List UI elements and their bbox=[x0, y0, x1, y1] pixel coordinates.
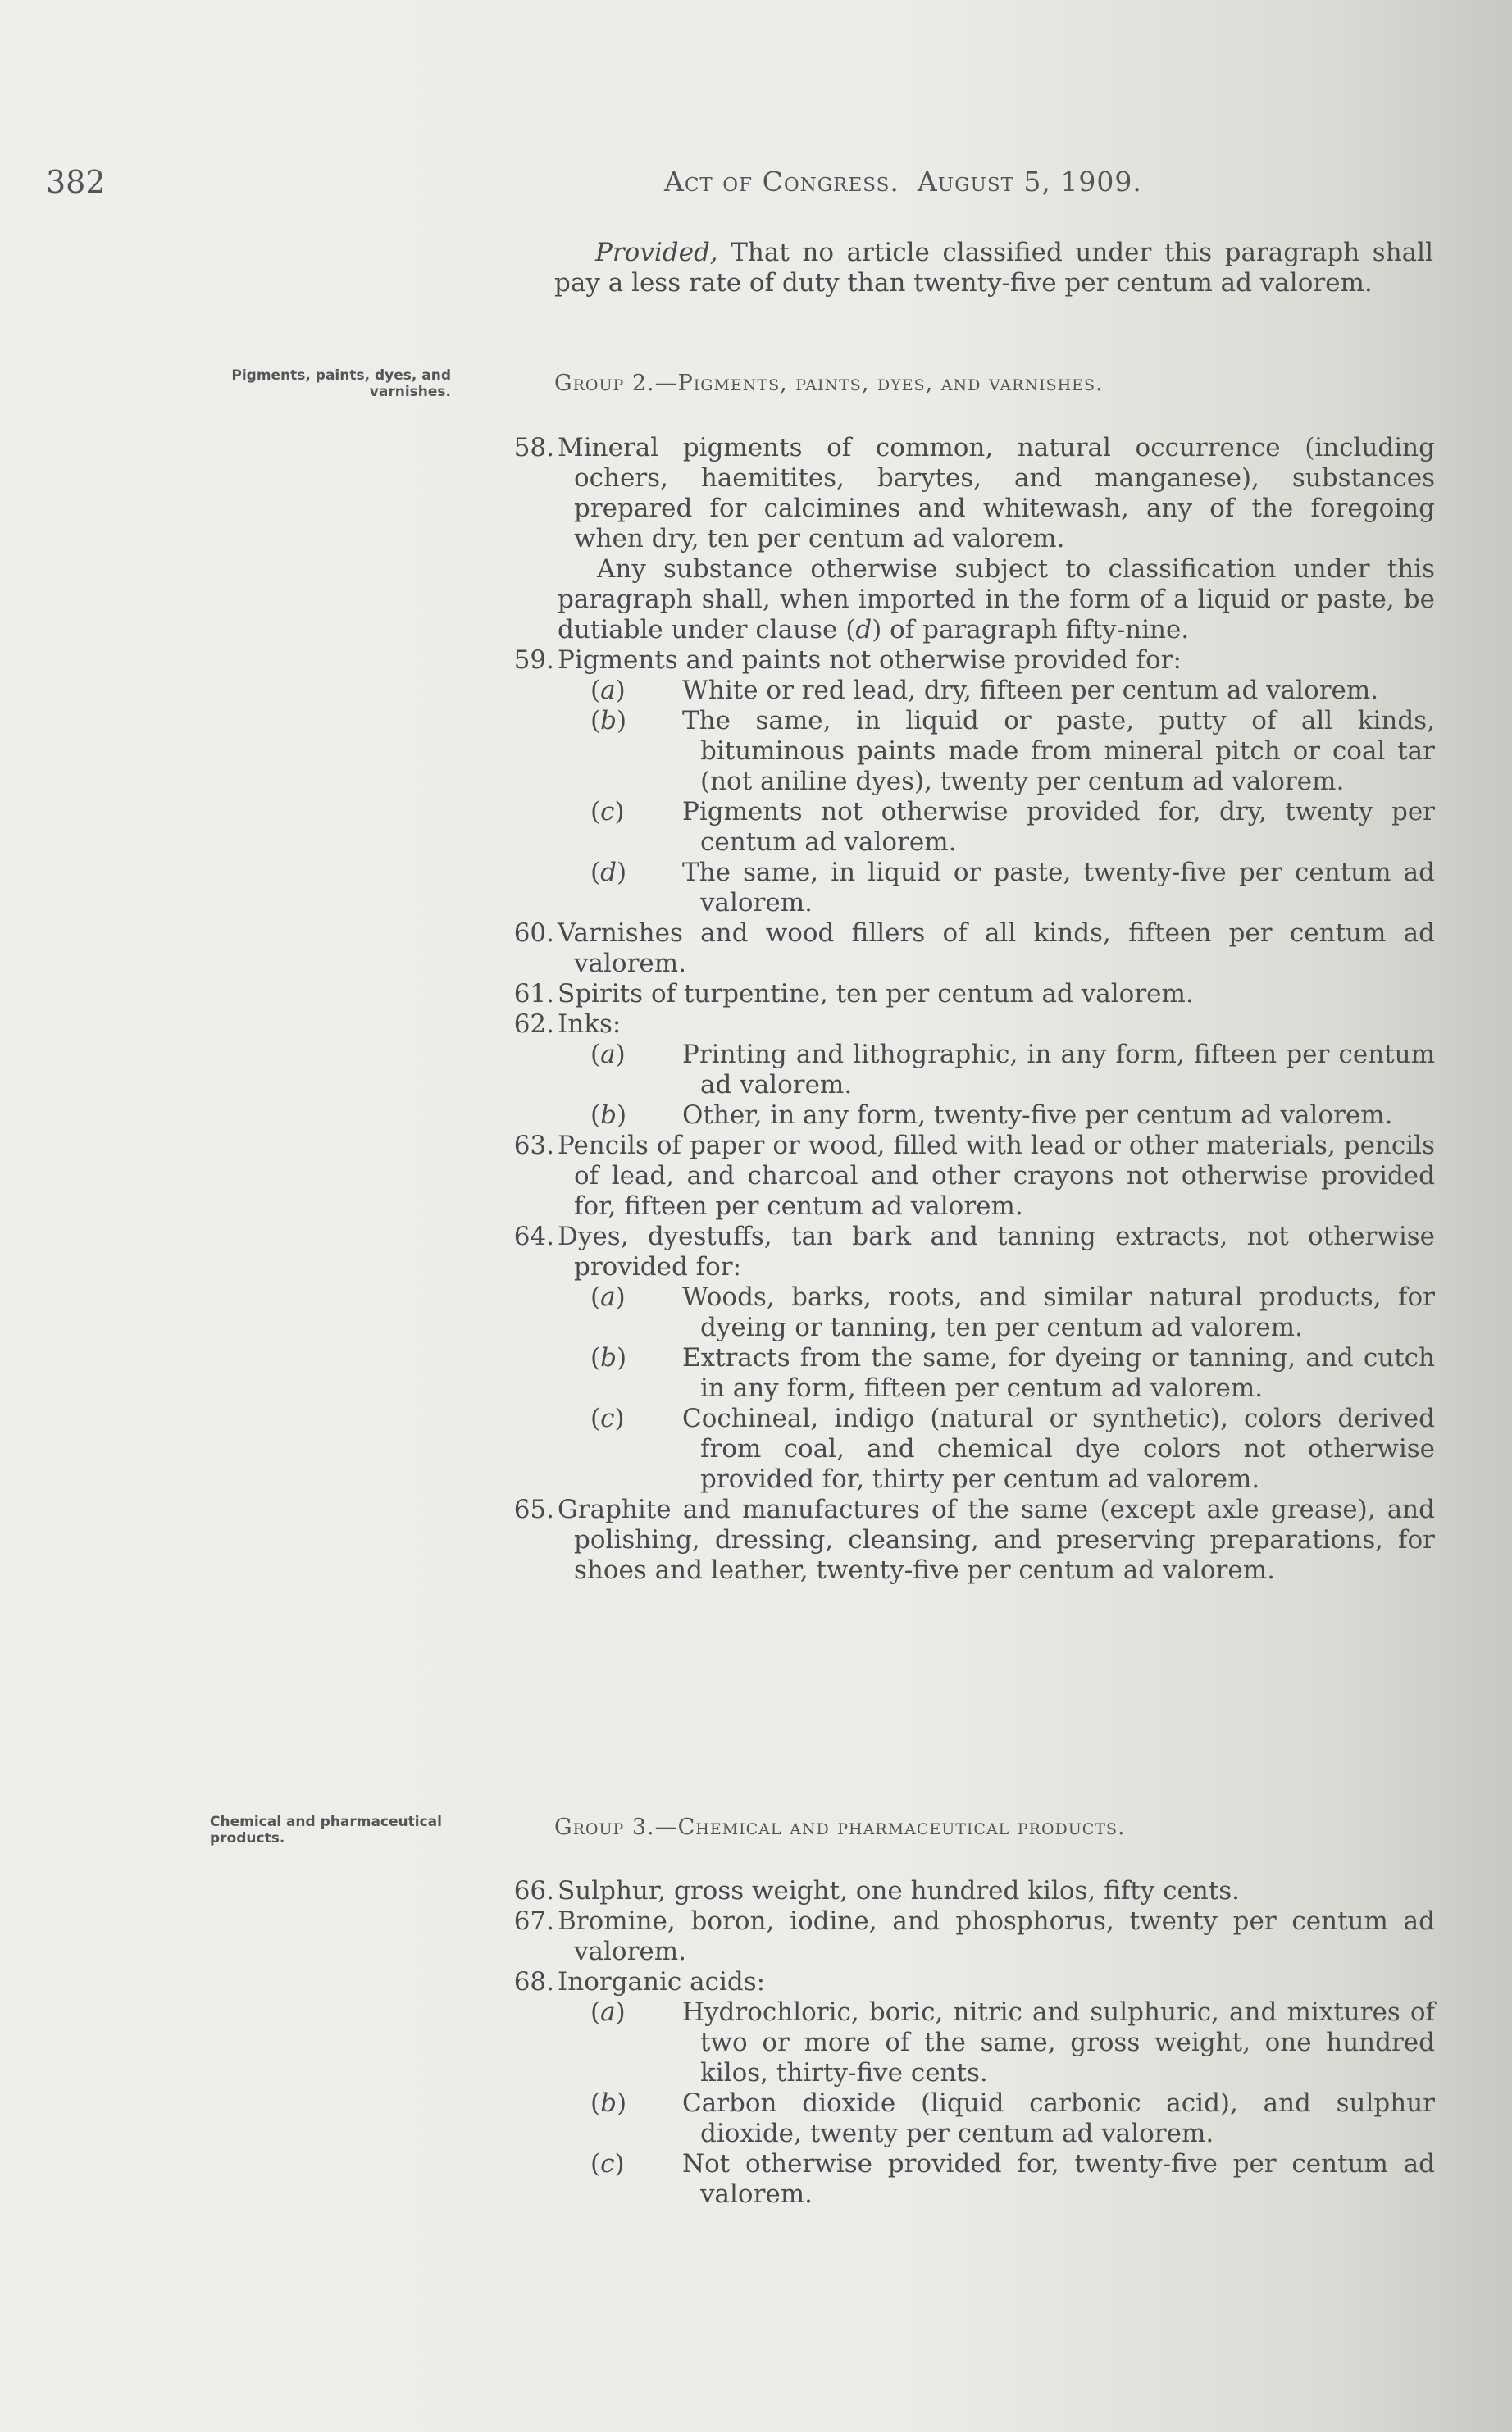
paragraph-text: Sulphur, gross weight, one hundred kilos, fifty cents. bbox=[558, 1876, 1240, 1906]
paragraph-text: Mineral pigments of common, natural occurrence (including ochers, haemitites, barytes, and manganese), substances prepared for calcimines and whitewash, any of the foregoing when dry, ten per centum ad valorem. bbox=[558, 433, 1435, 553]
running-head bbox=[664, 166, 1142, 198]
running-title: Act of Congress. bbox=[664, 166, 899, 198]
paragraph-62 bbox=[459, 1009, 1435, 1040]
paragraph-text: Pencils of paper or wood, filled with lead or other materials, pencils of lead, and charcoal and other crayons not otherwise provided for, fifteen per centum ad valorem. bbox=[558, 1131, 1435, 1221]
clause-64-c: (c) Cochineal, indigo (natural or synthetic), colors derived from coal, and chemical dye colors not otherwise provided for, thirty per centum ad valorem. bbox=[590, 1404, 1435, 1494]
paragraph-number: 62. bbox=[513, 1009, 554, 1039]
page-number: 382 bbox=[46, 164, 106, 200]
paragraph-number: 64. bbox=[513, 1222, 554, 1251]
paragraph-text: Inorganic acids: bbox=[558, 1967, 766, 1997]
paragraph-61 bbox=[459, 979, 1435, 1009]
paragraph-number: 66. bbox=[513, 1876, 554, 1906]
paragraph-number: 63. bbox=[513, 1131, 554, 1160]
paragraph-text: Dyes, dyestuffs, tan bark and tanning extracts, not otherwise provided for: bbox=[558, 1222, 1435, 1282]
paragraph-text: Varnishes and wood fillers of all kinds, fifteen per centum ad valorem. bbox=[558, 918, 1435, 978]
paragraph-64 bbox=[459, 1222, 1435, 1282]
running-date: August 5, 1909. bbox=[917, 166, 1142, 198]
proviso-text: That no article classified under this paragraph shall pay a less rate of duty than twenty-five per centum ad valorem. bbox=[554, 238, 1433, 298]
paragraph-59 bbox=[459, 645, 1435, 676]
clause-59-a: (a) White or red lead, dry, fifteen per centum ad valorem. bbox=[590, 676, 1379, 705]
clause-reference: d bbox=[855, 615, 872, 644]
paragraph-text: Graphite and manufactures of the same (except axle grease), and polishing, dressing, cleansing, and preserving preparations, for shoes and leather, twenty-five per centum ad valorem. bbox=[558, 1495, 1435, 1585]
paragraph-text: Pigments and paints not otherwise provided for: bbox=[558, 645, 1182, 675]
paragraph-number: 59. bbox=[513, 645, 554, 675]
paragraph-text: Bromine, boron, iodine, and phosphorus, twenty per centum ad valorem. bbox=[558, 1906, 1435, 1966]
side-note-chemical: Chemical and pharmaceutical products. bbox=[210, 1814, 442, 1847]
clause-64-a: (a) Woods, barks, roots, and similar natural products, for dyeing or tanning, ten per centum ad valorem. bbox=[590, 1282, 1435, 1342]
paragraph-66 bbox=[459, 1876, 1435, 1906]
proviso-lead: Provided, bbox=[595, 238, 718, 267]
paragraph-58 bbox=[459, 433, 1435, 554]
paragraph-number: 61. bbox=[513, 979, 554, 1009]
paragraph-number: 58. bbox=[513, 433, 554, 462]
clause-59-b: (b) The same, in liquid or paste, putty of all kinds, bituminous paints made from mineral pitch or coal tar (not aniline dyes), twenty per centum ad valorem. bbox=[590, 706, 1435, 796]
group-2-section bbox=[459, 433, 1435, 1586]
paragraph-number: 65. bbox=[513, 1495, 554, 1524]
clause-68-b: (b) Carbon dioxide (liquid carbonic acid), and sulphur dioxide, twenty per centum ad valorem. bbox=[590, 2088, 1435, 2148]
paragraph-67 bbox=[459, 1906, 1435, 1967]
clause-64-b: (b) Extracts from the same, for dyeing or tanning, and cutch in any form, fifteen per centum ad valorem. bbox=[590, 1343, 1435, 1403]
group-3-heading: Group 3.—Chemical and pharmaceutical products. bbox=[554, 1815, 1126, 1840]
clause-68-a: (a) Hydrochloric, boric, nitric and sulphuric, and mixtures of two or more of the same, gross weight, one hundred kilos, thirty-five cents. bbox=[590, 1997, 1435, 2088]
paragraph-65 bbox=[459, 1495, 1435, 1586]
clause-62-a: (a) Printing and lithographic, in any form, fifteen per centum ad valorem. bbox=[590, 1040, 1435, 1100]
clause-59-d: (d) The same, in liquid or paste, twenty-five per centum ad valorem. bbox=[590, 858, 1435, 918]
paragraph-number: 60. bbox=[513, 918, 554, 948]
clause-62-b: (b) Other, in any form, twenty-five per centum ad valorem. bbox=[590, 1100, 1393, 1130]
paragraph-60 bbox=[459, 918, 1435, 979]
side-note-pigments: Pigments, paints, dyes, and varnishes. bbox=[231, 367, 451, 400]
group-3-section bbox=[459, 1876, 1435, 2210]
paragraph-text: Inks: bbox=[558, 1009, 622, 1039]
proviso-paragraph bbox=[554, 238, 1433, 298]
group-2-heading: Group 2.—Pigments, paints, dyes, and varnishes. bbox=[554, 371, 1104, 396]
paragraph-58-continuation: Any substance otherwise subject to classification under this paragraph shall, when imported in the form of a liquid or paste, be dutiable under clause (d) of paragraph fifty-nine. bbox=[558, 554, 1435, 644]
paragraph-number: 67. bbox=[513, 1906, 554, 1936]
paragraph-number: 68. bbox=[513, 1967, 554, 1997]
paragraph-68 bbox=[459, 1967, 1435, 1997]
paragraph-text: Spirits of turpentine, ten per centum ad valorem. bbox=[558, 979, 1194, 1009]
clause-59-c: (c) Pigments not otherwise provided for, dry, twenty per centum ad valorem. bbox=[590, 797, 1435, 857]
paragraph-63 bbox=[459, 1131, 1435, 1222]
clause-68-c: (c) Not otherwise provided for, twenty-five per centum ad valorem. bbox=[590, 2149, 1435, 2209]
